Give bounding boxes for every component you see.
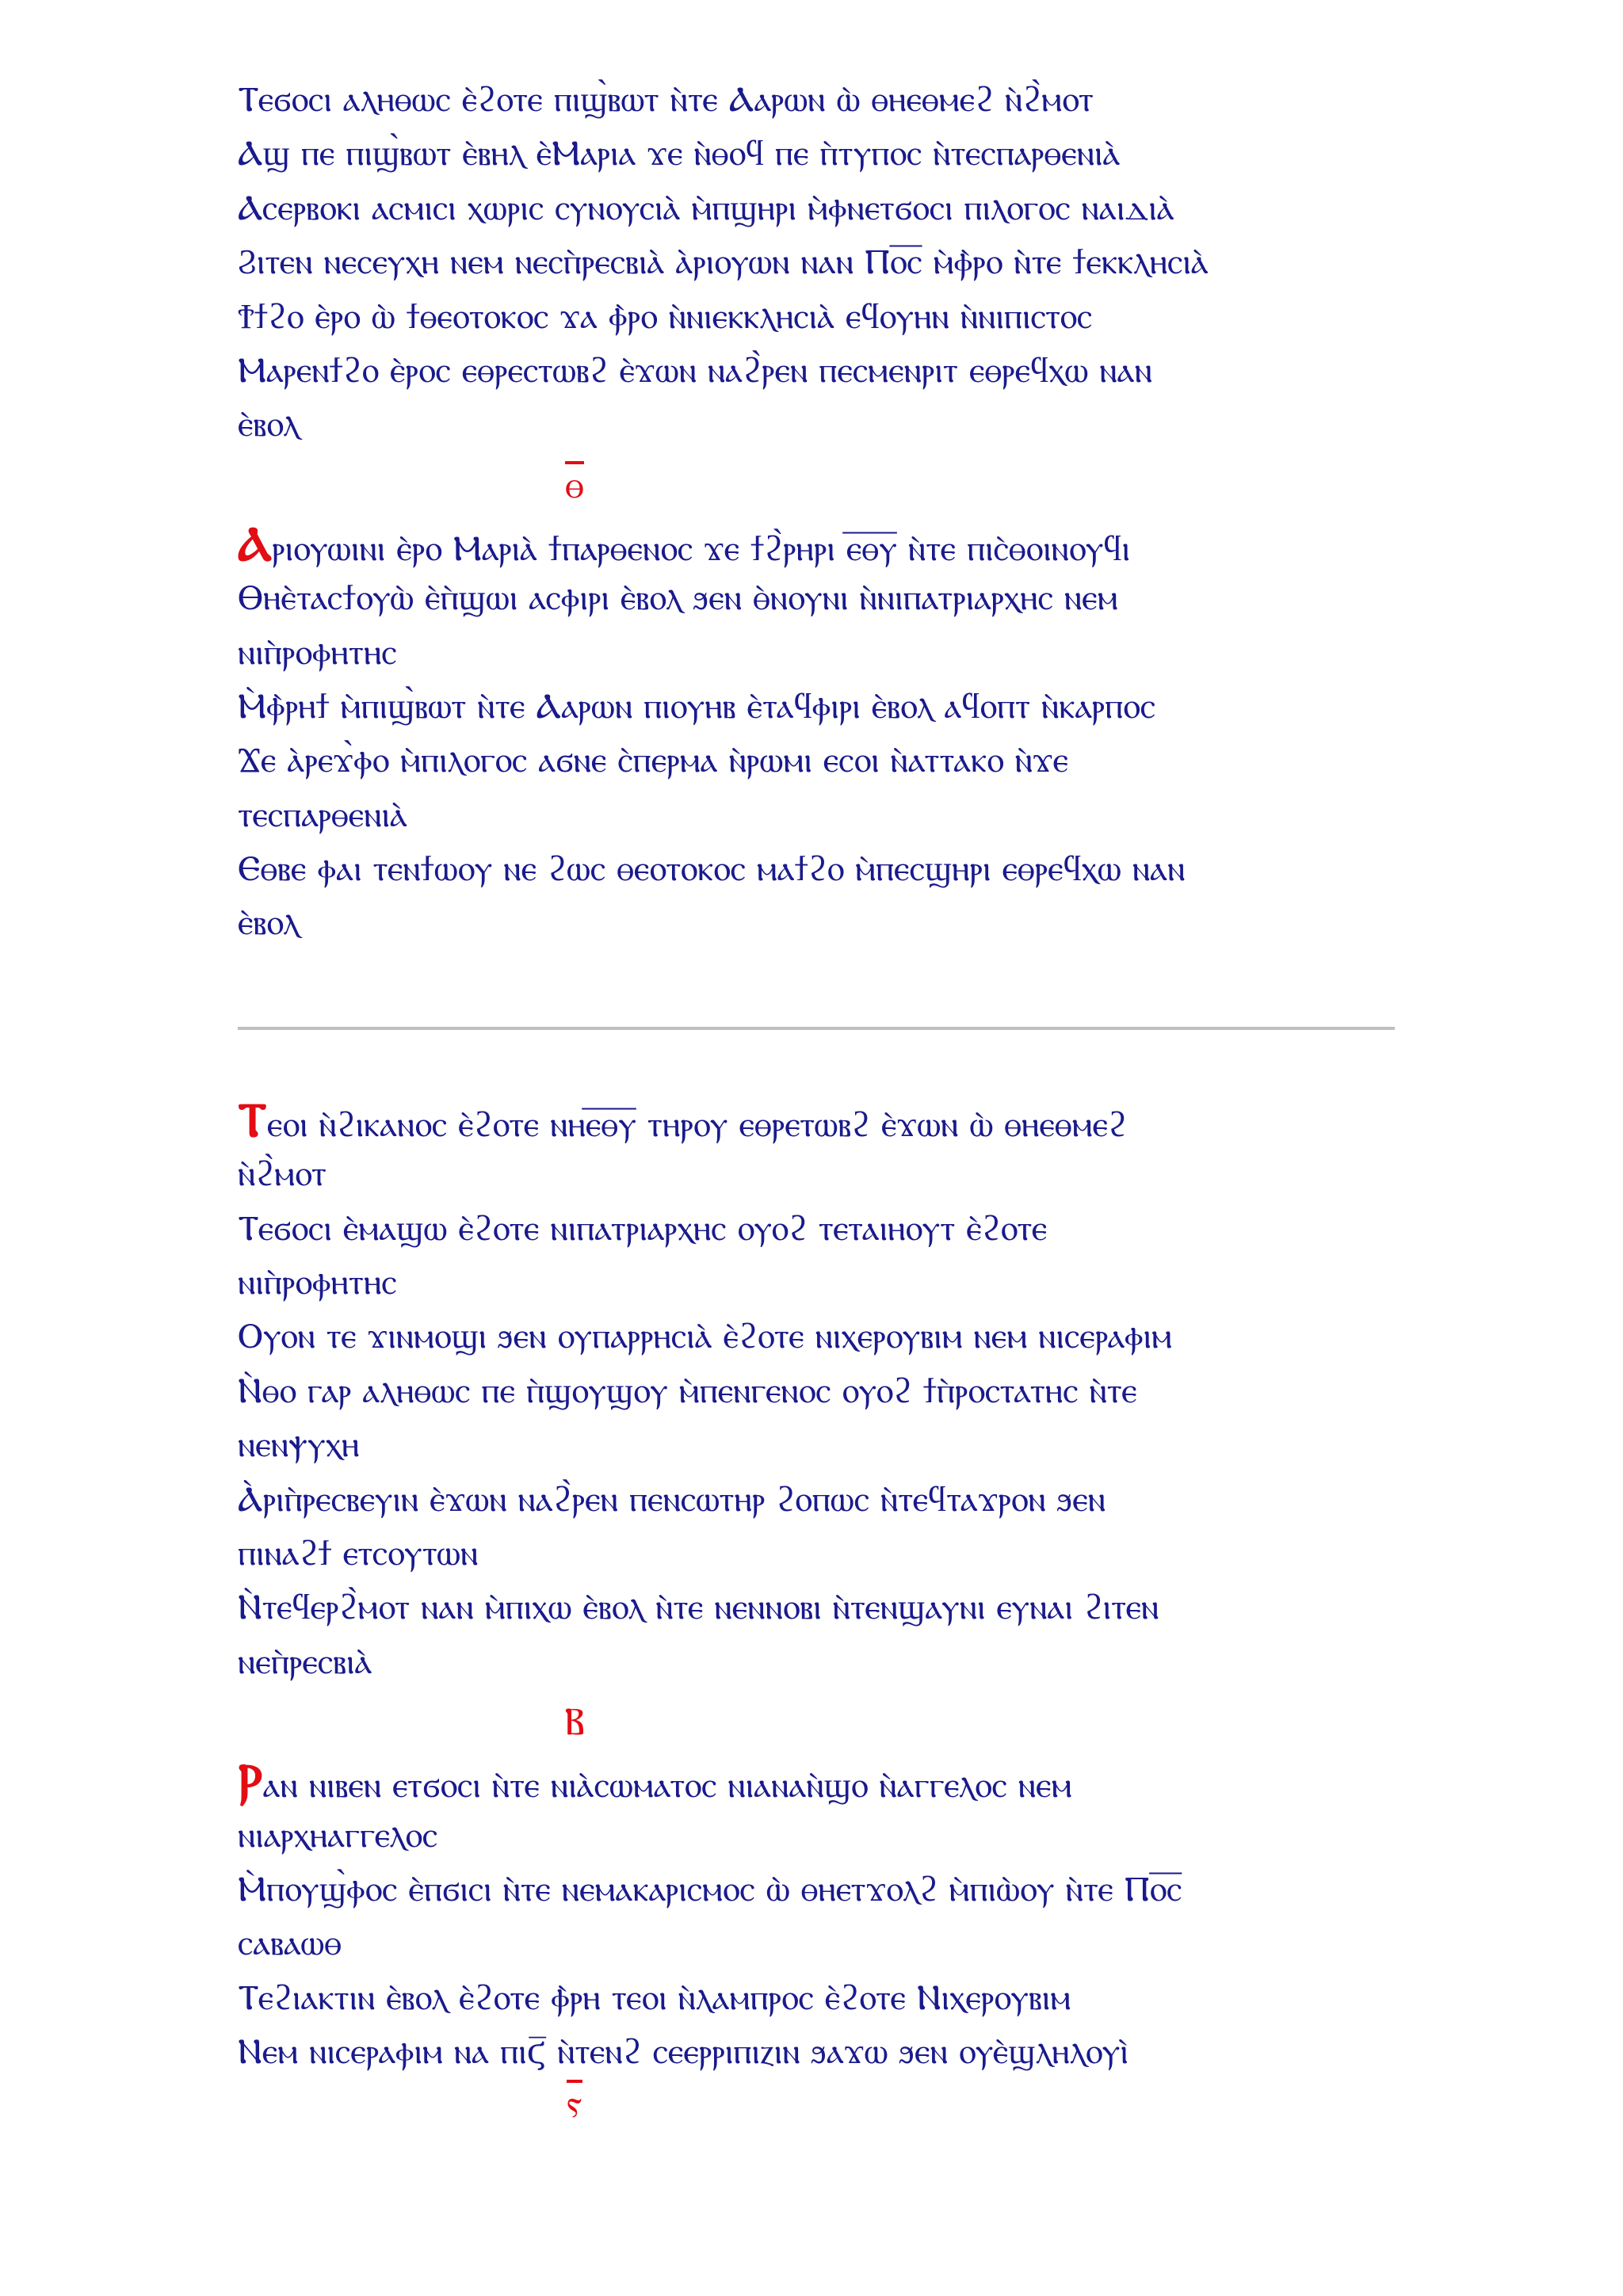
stanza-number: ⲑ bbox=[565, 462, 584, 507]
text-line: Ϩⲓⲧⲉⲛ ⲛⲉⲥⲉⲩⲭⲏ ⲛⲉⲙ ⲛⲉⲥⲡ̀ⲣⲉⲥⲃⲓⲁ̀ ⲁ̀ⲣⲓⲟⲩⲱⲛ ⲛⲁⲛ Ⲡⲟ̅ⲥ̅ ⲙ̀ⲫ̀ⲣⲟ ⲛ̀ⲧⲉ ϯⲉⲕⲕⲗⲏⲥⲓⲁ̀ bbox=[238, 242, 1209, 283]
text-line: ⲉ̀ⲃⲟⲗ bbox=[238, 404, 300, 445]
text-line: ⲛ̀ϩ̀ⲙⲟⲧ bbox=[238, 1154, 327, 1195]
text-line bbox=[238, 1754, 1403, 1808]
text-line bbox=[238, 1093, 1403, 1147]
text-line: Ⲁ̀ⲣⲓⲡ̀ⲣⲉⲥⲃⲉⲩⲓⲛ ⲉ̀ϫⲱⲛ ⲛⲁϩ̀ⲣⲉⲛ ⲡⲉⲛⲥⲱⲧⲏⲣ ϩⲟⲡⲱⲥ ⲛ̀ⲧⲉϥⲧⲁϫⲣⲟⲛ ϧⲉⲛ bbox=[238, 1478, 1106, 1520]
document-page bbox=[238, 73, 1403, 2127]
text-line: Ⲙⲁⲣⲉⲛϯϩⲟ ⲉ̀ⲣⲟⲥ ⲉⲑⲣⲉⲥⲧⲱⲃϩ ⲉ̀ϫⲱⲛ ⲛⲁϩ̀ⲣⲉⲛ ⲡⲉⲥⲙⲉⲛⲣⲓⲧ ⲉⲑⲣⲉϥⲭⲱ ⲛⲁⲛ bbox=[238, 349, 1152, 391]
text-line: Ⲑⲏⲉ̀ⲧⲁⲥϯⲟⲩⲱ̀ ⲉ̀ⲡ̀ϣⲱⲓ ⲁⲥⲫⲓⲣⲓ ⲉ̀ⲃⲟⲗ ϧⲉⲛ ⲑ̀ⲛⲟⲩⲛⲓ ⲛ̀ⲛⲓⲡⲁⲧⲣⲓⲁⲣⲭⲏⲥ ⲛⲉⲙ bbox=[238, 578, 1118, 619]
first-line-text: ⲁⲛ ⲛⲓⲃⲉⲛ ⲉⲧϭⲟⲥⲓ ⲛ̀ⲧⲉ ⲛⲓⲁ̀ⲥⲱⲙⲁⲧⲟⲥ ⲛⲓⲁⲛⲁⲛ̀ϣⲟ ⲛ̀ⲁⲅⲅⲉⲗⲟⲥ ⲛⲉⲙ bbox=[262, 1765, 1072, 1806]
horizontal-rule bbox=[238, 1027, 1395, 1030]
stanza-3 bbox=[238, 1093, 1403, 1689]
stanza-number: ⲋ bbox=[567, 2081, 582, 2126]
section-separator bbox=[238, 951, 1403, 1093]
text-line: Ⲙ̀ⲫ̀ⲣⲏϯ ⲙ̀ⲡⲓϣ̀ⲃⲱⲧ ⲛ̀ⲧⲉ Ⲁⲁⲣⲱⲛ ⲡⲓⲟⲩⲏⲃ ⲉ̀ⲧⲁϥⲫⲓⲣⲓ ⲉ̀ⲃⲟⲗ ⲁϥⲟⲡⲧ ⲛ̀ⲕⲁⲣⲡⲟⲥ bbox=[238, 685, 1155, 727]
stanza-number-marker bbox=[119, 1689, 1030, 1754]
text-line: Ⲟⲩⲟⲛ ⲧⲉ ϫⲓⲛⲙⲟϣⲓ ϧⲉⲛ ⲟⲩⲡⲁⲣⲣⲏⲥⲓⲁ̀ ⲉ̀ϩⲟⲧⲉ ⲛⲓⲭⲉⲣⲟⲩⲃⲓⲙ ⲛⲉⲙ ⲛⲓⲥⲉⲣⲁⲫⲓⲙ bbox=[238, 1316, 1172, 1357]
stanza-number: Ⲃ bbox=[564, 1699, 585, 1745]
drop-cap: Ⲧ bbox=[238, 1092, 267, 1148]
first-line-text: ⲉⲟⲓ ⲛ̀ϩⲓⲕⲁⲛⲟⲥ ⲉ̀ϩⲟⲧⲉ ⲛⲏⲉ̅ⲑ̅ⲩ̅ ⲧⲏⲣⲟⲩ ⲉⲑⲣⲉⲧⲱⲃϩ ⲉ̀ϫⲱⲛ ⲱ̀ ⲑⲏⲉⲑⲙⲉϩ bbox=[266, 1104, 1127, 1145]
text-line: ⲛⲓⲡ̀ⲣⲟⲫⲏⲧⲏⲥ bbox=[238, 1262, 397, 1303]
stanza-1 bbox=[238, 73, 1403, 452]
text-line: Ⲧⲉϭⲟⲥⲓ ⲁⲗⲏⲑⲱⲥ ⲉ̀ϩⲟⲧⲉ ⲡⲓϣ̀ⲃⲱⲧ ⲛ̀ⲧⲉ Ⲁⲁⲣⲱⲛ ⲱ̀ ⲑⲏⲉⲑⲙⲉϩ ⲛ̀ϩ̀ⲙⲟⲧ bbox=[238, 79, 1094, 120]
first-line-text: ⲣⲓⲟⲩⲱⲓⲛⲓ ⲉ̀ⲣⲟ Ⲙⲁⲣⲓⲁ̀ ϯⲡⲁⲣⲑⲉⲛⲟⲥ ϫⲉ ϯϩ̀ⲣⲏⲣⲓ ⲉ̅ⲑ̅ⲩ̅ ⲛ̀ⲧⲉ ⲡⲓⲥ̀ⲑⲟⲓⲛⲟⲩϥⲓ bbox=[272, 528, 1130, 569]
stanza-number-marker bbox=[119, 2080, 1030, 2127]
text-line: ⲡⲓⲛⲁϩϯ ⲉⲧⲥⲟⲩⲧⲱⲛ bbox=[238, 1532, 479, 1573]
text-line: Ⲛ̀ⲧⲉϥⲉⲣϩ̀ⲙⲟⲧ ⲛⲁⲛ ⲙ̀ⲡⲓⲭⲱ ⲉ̀ⲃⲟⲗ ⲛ̀ⲧⲉ ⲛⲉⲛⲛⲟⲃⲓ ⲛ̀ⲧⲉⲛϣⲁⲩⲛⲓ ⲉⲩⲛⲁⲓ ϩⲓⲧⲉⲛ bbox=[238, 1587, 1159, 1628]
stanza-number-marker bbox=[119, 452, 1030, 517]
text-line: Ⲧⲉϭⲟⲥⲓ ⲉ̀ⲙⲁϣⲱ ⲉ̀ϩⲟⲧⲉ ⲛⲓⲡⲁⲧⲣⲓⲁⲣⲭⲏⲥ ⲟⲩⲟϩ ⲧⲉⲧⲁⲓⲏⲟⲩⲧ ⲉ̀ϩⲟⲧⲉ bbox=[238, 1207, 1048, 1249]
text-line: Ⲁⲥⲉⲣⲃⲟⲕⲓ ⲁⲥⲙⲓⲥⲓ ⲭⲱⲣⲓⲥ ⲥⲩⲛⲟⲩⲥⲓⲁ̀ ⲙ̀ⲡϣⲏⲣⲓ ⲙ̀ⲫⲛⲉⲧϭⲟⲥⲓ ⲡⲓⲗⲟⲅⲟⲥ ⲛⲁⲓⲇⲓⲁ̀ bbox=[238, 187, 1174, 228]
text-line: Ⲙ̀ⲡⲟⲩϣ̀ⲫⲟⲥ ⲉ̀ⲡϭⲓⲥⲓ ⲛ̀ⲧⲉ ⲛⲉⲙⲁⲕⲁⲣⲓⲥⲙⲟⲥ ⲱ̀ ⲑⲏⲉⲧϫⲟⲗϩ ⲙ̀ⲡⲓⲱ̀ⲟⲩ ⲛ̀ⲧⲉ Ⲡⲟ̅ⲥ̅ bbox=[238, 1868, 1182, 1909]
text-line: Ϫⲉ ⲁ̀ⲣⲉϫ̀ⲫⲟ ⲙ̀ⲡⲓⲗⲟⲅⲟⲥ ⲁϭⲛⲉ ⲥ̀ⲡⲉⲣⲙⲁ ⲛ̀ⲣⲱⲙⲓ ⲉⲥⲟⲓ ⲛ̀ⲁⲧⲧⲁⲕⲟ ⲛ̀ϫⲉ bbox=[238, 740, 1069, 781]
text-line: ⲛⲉⲡ̀ⲣⲉⲥⲃⲓⲁ̀ bbox=[238, 1641, 372, 1682]
drop-cap: Ⲁ bbox=[238, 516, 273, 572]
text-line: ⲥⲁⲃⲁⲱⲑ bbox=[238, 1923, 342, 1964]
drop-cap: Ⲣ bbox=[238, 1753, 263, 1810]
text-line: ⲧⲉⲥⲡⲁⲣⲑⲉⲛⲓⲁ̀ bbox=[238, 794, 407, 835]
text-line: Ⲉⲑⲃⲉ ⲫⲁⲓ ⲧⲉⲛϯⲱⲟⲩ ⲛⲉ ϩⲱⲥ ⲑⲉⲟⲧⲟⲕⲟⲥ ⲙⲁϯϩⲟ ⲙ̀ⲡⲉⲥϣⲏⲣⲓ ⲉⲑⲣⲉϥⲭⲱ ⲛⲁⲛ bbox=[238, 849, 1186, 890]
stanza-4 bbox=[238, 1754, 1403, 2079]
stanza-2 bbox=[238, 517, 1403, 951]
text-line: Ⲧⲉϩⲓⲁⲕⲧⲓⲛ ⲉ̀ⲃⲟⲗ ⲉ̀ϩⲟⲧⲉ ⲫ̀ⲣⲏ ⲧⲉⲟⲓ ⲛ̀ⲗⲁⲙⲡⲣⲟⲥ ⲉ̀ϩⲟⲧⲉ Ⲛⲓⲭⲉⲣⲟⲩⲃⲓⲙ bbox=[238, 1977, 1071, 2018]
text-line bbox=[238, 517, 1403, 571]
text-line: Ⲛⲉⲙ ⲛⲓⲥⲉⲣⲁⲫⲓⲙ ⲛⲁ ⲡⲓϛ̅ ⲛ̀ⲧⲉⲛϩ ⲥⲉⲉⲣⲣⲓⲡⲓⲍⲓⲛ ϧⲁϫⲱ ϧⲉⲛ ⲟⲩⲉ̀ϣⲗⲏⲗⲟⲩⲓ̀ bbox=[238, 2031, 1128, 2073]
text-line: Ⲛ̀ⲑⲟ ⲅⲁⲣ ⲁⲗⲏⲑⲱⲥ ⲡⲉ ⲡ̀ϣⲟⲩϣⲟⲩ ⲙ̀ⲡⲉⲛⲅⲉⲛⲟⲥ ⲟⲩⲟϩ ϯⲡ̀ⲣⲟⲥⲧⲁⲧⲏⲥ ⲛ̀ⲧⲉ bbox=[238, 1370, 1137, 1411]
text-line: Ϯϯϩⲟ ⲉ̀ⲣⲟ ⲱ̀ ϯⲑⲉⲟⲧⲟⲕⲟⲥ ϫⲁ ⲫ̀ⲣⲟ ⲛ̀ⲛⲓⲉⲕⲕⲗⲏⲥⲓⲁ̀ ⲉϥⲟⲩⲏⲛ ⲛ̀ⲛⲓⲡⲓⲥⲧⲟⲥ bbox=[238, 296, 1093, 337]
text-line: Ⲁϣ ⲡⲉ ⲡⲓϣ̀ⲃⲱⲧ ⲉ̀ⲃⲏⲗ ⲉ̀Ⲙⲁⲣⲓⲁ ϫⲉ ⲛ̀ⲑⲟϥ ⲡⲉ ⲡ̀ⲧⲩⲡⲟⲥ ⲛ̀ⲧⲉⲥⲡⲁⲣⲑⲉⲛⲓⲁ̀ bbox=[238, 133, 1121, 174]
text-line: ⲛⲓⲁⲣⲭⲏⲁⲅⲅⲉⲗⲟⲥ bbox=[238, 1814, 438, 1855]
text-line: ⲛⲓⲡ̀ⲣⲟⲫⲏⲧⲏⲥ bbox=[238, 631, 397, 673]
text-line: ⲛⲉⲛⲯⲩⲭⲏ bbox=[238, 1425, 360, 1466]
text-line: ⲉ̀ⲃⲟⲗ bbox=[238, 902, 300, 944]
